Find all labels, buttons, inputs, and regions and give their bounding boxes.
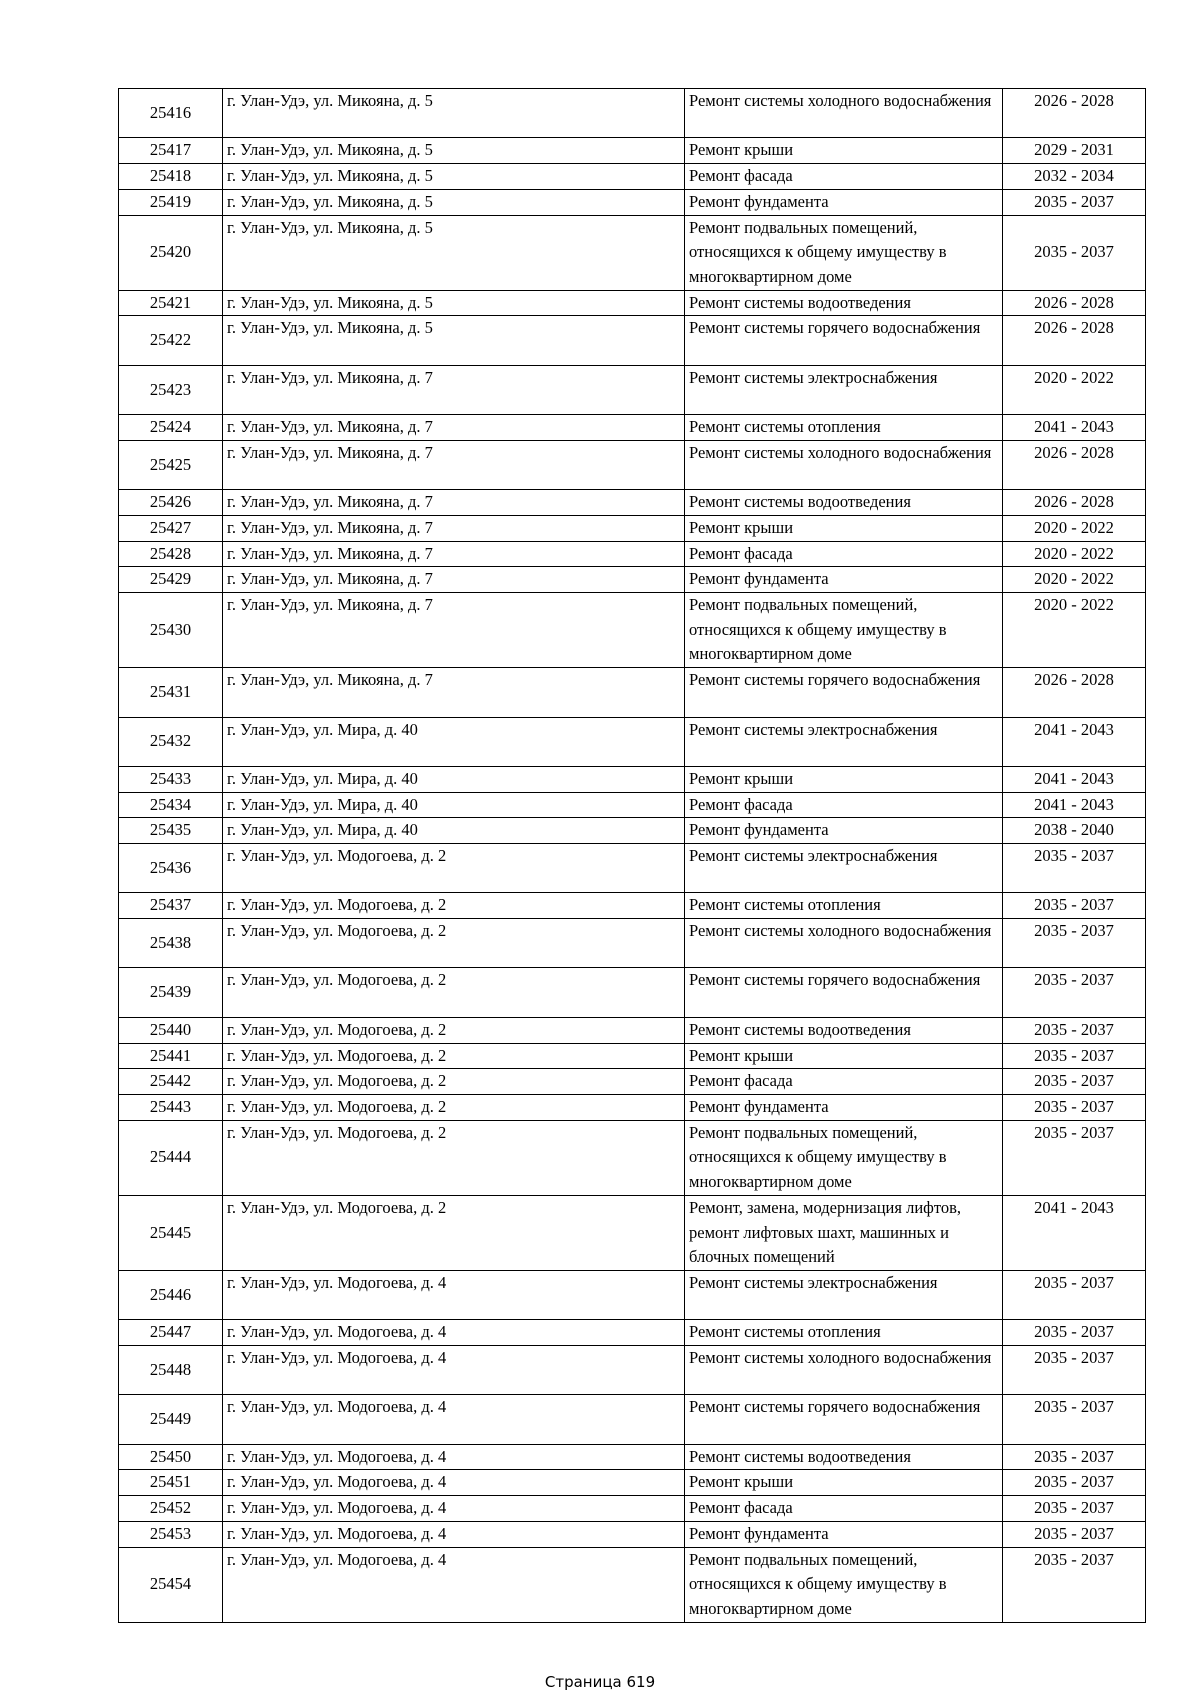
period-cell: 2035 - 2037: [1003, 1496, 1146, 1522]
work-type-cell: Ремонт системы водоотведения: [685, 290, 1003, 316]
work-type-cell: Ремонт фундамента: [685, 567, 1003, 593]
table-row: [119, 668, 1146, 717]
row-number-cell: 25439: [119, 968, 223, 1017]
period-cell: 2041 - 2043: [1003, 415, 1146, 441]
period-cell: 2035 - 2037: [1003, 1069, 1146, 1095]
row-number-cell: 25422: [119, 316, 223, 365]
address-cell: г. Улан-Удэ, ул. Модогоева, д. 2: [223, 1195, 685, 1270]
address-cell: г. Улан-Удэ, ул. Микояна, д. 5: [223, 89, 685, 138]
table-row: [119, 766, 1146, 792]
work-type-cell: Ремонт крыши: [685, 138, 1003, 164]
period-cell: 2035 - 2037: [1003, 1547, 1146, 1622]
period-cell: 2029 - 2031: [1003, 138, 1146, 164]
address-cell: г. Улан-Удэ, ул. Мира, д. 40: [223, 717, 685, 766]
address-cell: г. Улан-Удэ, ул. Микояна, д. 7: [223, 415, 685, 441]
work-type-cell: Ремонт фасада: [685, 1496, 1003, 1522]
work-type-cell: Ремонт системы водоотведения: [685, 490, 1003, 516]
period-cell: 2035 - 2037: [1003, 1043, 1146, 1069]
work-type-cell: Ремонт системы отопления: [685, 1320, 1003, 1346]
work-type-cell: Ремонт системы горячего водоснабжения: [685, 968, 1003, 1017]
table-row: [119, 365, 1146, 414]
row-number-cell: 25441: [119, 1043, 223, 1069]
table-row: [119, 717, 1146, 766]
period-cell: 2035 - 2037: [1003, 189, 1146, 215]
table-row: [119, 818, 1146, 844]
table-row: [119, 792, 1146, 818]
work-type-cell: Ремонт системы холодного водоснабжения: [685, 89, 1003, 138]
work-type-cell: Ремонт подвальных помещений, относящихся к общему имуществу в многоквартирном доме: [685, 1547, 1003, 1622]
period-cell: 2020 - 2022: [1003, 515, 1146, 541]
period-cell: 2035 - 2037: [1003, 1094, 1146, 1120]
row-number-cell: 25418: [119, 164, 223, 190]
table-row: [119, 316, 1146, 365]
period-cell: 2035 - 2037: [1003, 919, 1146, 968]
address-cell: г. Улан-Удэ, ул. Модогоева, д. 2: [223, 844, 685, 893]
address-cell: г. Улан-Удэ, ул. Микояна, д. 7: [223, 490, 685, 516]
row-number-cell: 25451: [119, 1470, 223, 1496]
address-cell: г. Улан-Удэ, ул. Микояна, д. 5: [223, 290, 685, 316]
table-row: [119, 1496, 1146, 1522]
row-number-cell: 25440: [119, 1017, 223, 1043]
table-row: [119, 1346, 1146, 1395]
address-cell: г. Улан-Удэ, ул. Модогоева, д. 4: [223, 1521, 685, 1547]
table-row: [119, 1120, 1146, 1195]
address-cell: г. Улан-Удэ, ул. Микояна, д. 7: [223, 668, 685, 717]
address-cell: г. Улан-Удэ, ул. Модогоева, д. 4: [223, 1496, 685, 1522]
table-row: [119, 1521, 1146, 1547]
table-row: [119, 1444, 1146, 1470]
work-type-cell: Ремонт крыши: [685, 1043, 1003, 1069]
address-cell: г. Улан-Удэ, ул. Модогоева, д. 2: [223, 1017, 685, 1043]
table-row: [119, 1547, 1146, 1622]
table-row: [119, 1017, 1146, 1043]
work-type-cell: Ремонт системы горячего водоснабжения: [685, 316, 1003, 365]
address-cell: г. Улан-Удэ, ул. Микояна, д. 7: [223, 365, 685, 414]
row-number-cell: 25417: [119, 138, 223, 164]
work-type-cell: Ремонт фасада: [685, 1069, 1003, 1095]
table-row: [119, 138, 1146, 164]
period-cell: 2035 - 2037: [1003, 844, 1146, 893]
address-cell: г. Улан-Удэ, ул. Модогоева, д. 2: [223, 1069, 685, 1095]
period-cell: 2035 - 2037: [1003, 1270, 1146, 1319]
row-number-cell: 25449: [119, 1395, 223, 1444]
address-cell: г. Улан-Удэ, ул. Модогоева, д. 2: [223, 1043, 685, 1069]
work-type-cell: Ремонт подвальных помещений, относящихся к общему имуществу в многоквартирном доме: [685, 215, 1003, 290]
table-row: [119, 215, 1146, 290]
work-type-cell: Ремонт системы электроснабжения: [685, 1270, 1003, 1319]
address-cell: г. Улан-Удэ, ул. Мира, д. 40: [223, 766, 685, 792]
row-number-cell: 25430: [119, 593, 223, 668]
address-cell: г. Улан-Удэ, ул. Микояна, д. 5: [223, 138, 685, 164]
address-cell: г. Улан-Удэ, ул. Микояна, д. 7: [223, 567, 685, 593]
work-type-cell: Ремонт системы холодного водоснабжения: [685, 919, 1003, 968]
address-cell: г. Улан-Удэ, ул. Микояна, д. 7: [223, 593, 685, 668]
address-cell: г. Улан-Удэ, ул. Микояна, д. 7: [223, 440, 685, 489]
address-cell: г. Улан-Удэ, ул. Микояна, д. 5: [223, 215, 685, 290]
work-type-cell: Ремонт системы холодного водоснабжения: [685, 1346, 1003, 1395]
table-row: [119, 189, 1146, 215]
work-type-cell: Ремонт крыши: [685, 1470, 1003, 1496]
work-type-cell: Ремонт системы электроснабжения: [685, 844, 1003, 893]
address-cell: г. Улан-Удэ, ул. Модогоева, д. 4: [223, 1346, 685, 1395]
period-cell: 2035 - 2037: [1003, 1395, 1146, 1444]
period-cell: 2035 - 2037: [1003, 1017, 1146, 1043]
address-cell: г. Улан-Удэ, ул. Микояна, д. 7: [223, 541, 685, 567]
work-type-cell: Ремонт фасада: [685, 541, 1003, 567]
row-number-cell: 25448: [119, 1346, 223, 1395]
row-number-cell: 25452: [119, 1496, 223, 1522]
table-row: [119, 515, 1146, 541]
work-type-cell: Ремонт системы электроснабжения: [685, 365, 1003, 414]
period-cell: 2026 - 2028: [1003, 668, 1146, 717]
table-row: [119, 440, 1146, 489]
work-type-cell: Ремонт фундамента: [685, 818, 1003, 844]
page-number: Страница 619: [544, 1673, 656, 1691]
table-body: [119, 89, 1146, 1623]
work-type-cell: Ремонт системы водоотведения: [685, 1017, 1003, 1043]
work-type-cell: Ремонт системы горячего водоснабжения: [685, 1395, 1003, 1444]
row-number-cell: 25434: [119, 792, 223, 818]
work-type-cell: Ремонт системы отопления: [685, 415, 1003, 441]
period-cell: 2026 - 2028: [1003, 440, 1146, 489]
address-cell: г. Улан-Удэ, ул. Мира, д. 40: [223, 792, 685, 818]
address-cell: г. Улан-Удэ, ул. Микояна, д. 5: [223, 189, 685, 215]
row-number-cell: 25427: [119, 515, 223, 541]
row-number-cell: 25445: [119, 1195, 223, 1270]
period-cell: 2035 - 2037: [1003, 215, 1146, 290]
period-cell: 2035 - 2037: [1003, 1470, 1146, 1496]
row-number-cell: 25425: [119, 440, 223, 489]
row-number-cell: 25442: [119, 1069, 223, 1095]
address-cell: г. Улан-Удэ, ул. Модогоева, д. 4: [223, 1320, 685, 1346]
row-number-cell: 25433: [119, 766, 223, 792]
work-type-cell: Ремонт крыши: [685, 766, 1003, 792]
work-type-cell: Ремонт фундамента: [685, 1094, 1003, 1120]
table-row: [119, 164, 1146, 190]
work-type-cell: Ремонт фундамента: [685, 189, 1003, 215]
row-number-cell: 25438: [119, 919, 223, 968]
period-cell: 2020 - 2022: [1003, 567, 1146, 593]
table-row: [119, 290, 1146, 316]
work-type-cell: Ремонт системы горячего водоснабжения: [685, 668, 1003, 717]
table-row: [119, 567, 1146, 593]
period-cell: 2041 - 2043: [1003, 766, 1146, 792]
table-row: [119, 541, 1146, 567]
period-cell: 2035 - 2037: [1003, 1120, 1146, 1195]
table-row: [119, 968, 1146, 1017]
row-number-cell: 25436: [119, 844, 223, 893]
row-number-cell: 25426: [119, 490, 223, 516]
address-cell: г. Улан-Удэ, ул. Модогоева, д. 2: [223, 1120, 685, 1195]
work-type-cell: Ремонт системы водоотведения: [685, 1444, 1003, 1470]
address-cell: г. Улан-Удэ, ул. Модогоева, д. 4: [223, 1444, 685, 1470]
period-cell: 2035 - 2037: [1003, 1521, 1146, 1547]
table-row: [119, 1043, 1146, 1069]
period-cell: 2026 - 2028: [1003, 290, 1146, 316]
row-number-cell: 25447: [119, 1320, 223, 1346]
address-cell: г. Улан-Удэ, ул. Модогоева, д. 2: [223, 1094, 685, 1120]
table-row: [119, 1470, 1146, 1496]
row-number-cell: 25423: [119, 365, 223, 414]
period-cell: 2035 - 2037: [1003, 1346, 1146, 1395]
row-number-cell: 25444: [119, 1120, 223, 1195]
table-row: [119, 1195, 1146, 1270]
row-number-cell: 25419: [119, 189, 223, 215]
row-number-cell: 25437: [119, 893, 223, 919]
table-row: [119, 1270, 1146, 1319]
work-type-cell: Ремонт системы холодного водоснабжения: [685, 440, 1003, 489]
period-cell: 2020 - 2022: [1003, 541, 1146, 567]
row-number-cell: 25450: [119, 1444, 223, 1470]
table-row: [119, 1069, 1146, 1095]
row-number-cell: 25424: [119, 415, 223, 441]
address-cell: г. Улан-Удэ, ул. Модогоева, д. 4: [223, 1395, 685, 1444]
work-type-cell: Ремонт фундамента: [685, 1521, 1003, 1547]
address-cell: г. Улан-Удэ, ул. Мира, д. 40: [223, 818, 685, 844]
row-number-cell: 25454: [119, 1547, 223, 1622]
work-type-cell: Ремонт фасада: [685, 164, 1003, 190]
row-number-cell: 25446: [119, 1270, 223, 1319]
work-type-cell: Ремонт фасада: [685, 792, 1003, 818]
table-row: [119, 593, 1146, 668]
period-cell: 2038 - 2040: [1003, 818, 1146, 844]
table-row: [119, 1094, 1146, 1120]
table-row: [119, 490, 1146, 516]
row-number-cell: 25421: [119, 290, 223, 316]
address-cell: г. Улан-Удэ, ул. Модогоева, д. 4: [223, 1470, 685, 1496]
work-type-cell: Ремонт системы отопления: [685, 893, 1003, 919]
row-number-cell: 25435: [119, 818, 223, 844]
period-cell: 2041 - 2043: [1003, 792, 1146, 818]
address-cell: г. Улан-Удэ, ул. Модогоева, д. 4: [223, 1547, 685, 1622]
row-number-cell: 25431: [119, 668, 223, 717]
period-cell: 2035 - 2037: [1003, 1320, 1146, 1346]
repair-schedule-table: [118, 88, 1146, 1623]
row-number-cell: 25443: [119, 1094, 223, 1120]
address-cell: г. Улан-Удэ, ул. Модогоева, д. 2: [223, 919, 685, 968]
table-row: [119, 89, 1146, 138]
table-row: [119, 844, 1146, 893]
row-number-cell: 25420: [119, 215, 223, 290]
row-number-cell: 25432: [119, 717, 223, 766]
row-number-cell: 25453: [119, 1521, 223, 1547]
period-cell: 2026 - 2028: [1003, 316, 1146, 365]
row-number-cell: 25416: [119, 89, 223, 138]
period-cell: 2035 - 2037: [1003, 893, 1146, 919]
period-cell: 2020 - 2022: [1003, 365, 1146, 414]
work-type-cell: Ремонт крыши: [685, 515, 1003, 541]
period-cell: 2032 - 2034: [1003, 164, 1146, 190]
address-cell: г. Улан-Удэ, ул. Микояна, д. 7: [223, 515, 685, 541]
address-cell: г. Улан-Удэ, ул. Микояна, д. 5: [223, 316, 685, 365]
work-type-cell: Ремонт, замена, модернизация лифтов, ремонт лифтовых шахт, машинных и блочных помещений: [685, 1195, 1003, 1270]
period-cell: 2041 - 2043: [1003, 1195, 1146, 1270]
row-number-cell: 25429: [119, 567, 223, 593]
work-type-cell: Ремонт подвальных помещений, относящихся к общему имуществу в многоквартирном доме: [685, 1120, 1003, 1195]
table-row: [119, 1395, 1146, 1444]
table-row: [119, 415, 1146, 441]
period-cell: 2041 - 2043: [1003, 717, 1146, 766]
work-type-cell: Ремонт подвальных помещений, относящихся к общему имуществу в многоквартирном доме: [685, 593, 1003, 668]
table-row: [119, 919, 1146, 968]
period-cell: 2020 - 2022: [1003, 593, 1146, 668]
address-cell: г. Улан-Удэ, ул. Модогоева, д. 4: [223, 1270, 685, 1319]
work-type-cell: Ремонт системы электроснабжения: [685, 717, 1003, 766]
period-cell: 2026 - 2028: [1003, 490, 1146, 516]
period-cell: 2035 - 2037: [1003, 1444, 1146, 1470]
period-cell: 2035 - 2037: [1003, 968, 1146, 1017]
table-row: [119, 893, 1146, 919]
table-row: [119, 1320, 1146, 1346]
row-number-cell: 25428: [119, 541, 223, 567]
period-cell: 2026 - 2028: [1003, 89, 1146, 138]
address-cell: г. Улан-Удэ, ул. Микояна, д. 5: [223, 164, 685, 190]
address-cell: г. Улан-Удэ, ул. Модогоева, д. 2: [223, 968, 685, 1017]
address-cell: г. Улан-Удэ, ул. Модогоева, д. 2: [223, 893, 685, 919]
